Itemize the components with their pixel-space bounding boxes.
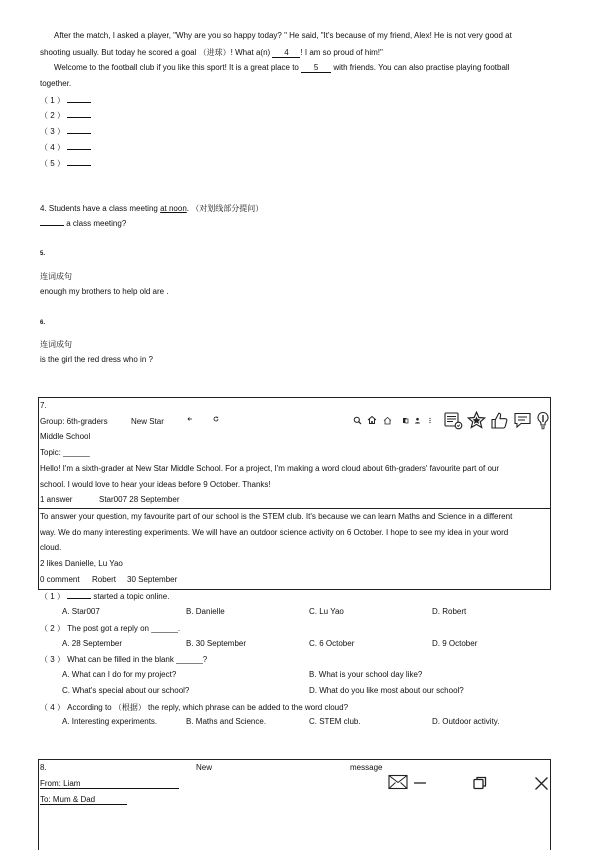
inbox-icon[interactable] [444, 412, 463, 430]
option-d: D. Outdoor activity. [432, 717, 500, 726]
thumbs-up-icon[interactable] [490, 411, 509, 430]
q6-number: 6. [40, 320, 46, 326]
q5-instruction: 连词成句 [40, 272, 72, 281]
passage-line-4: together. [40, 79, 72, 88]
to-field[interactable]: To: Mum & Dad [40, 795, 127, 805]
blank-4: 4 [272, 48, 300, 58]
refresh-icon[interactable] [212, 415, 220, 423]
answer-line: （ 4 ） [40, 142, 91, 153]
passage-text: ! I am so proud of him!" [300, 48, 383, 57]
option-c: C. 6 October [309, 639, 355, 648]
post-body: school. I would love to hear your ideas before 9 October. Thanks! [40, 480, 271, 489]
q4-text: 4. Students have a class meeting [40, 204, 161, 213]
q5-words: enough my brothers to help old are . [40, 287, 169, 296]
close-icon[interactable] [534, 776, 549, 791]
divider [38, 508, 550, 509]
option-d: D. Robert [432, 607, 467, 616]
question-4 [40, 203, 263, 214]
home-icon[interactable] [367, 415, 377, 425]
q7-sub-3: （ 3 ） What can be filled in the blank ______? [40, 655, 208, 664]
reply-body: To answer your question, my favourite part of our school is the STEM club. It's because we can learn Maths and Science in a different [40, 512, 513, 521]
group-label: Group: 6th-graders [40, 417, 108, 426]
q7-sub-1: （ 1 ） started a topic online. [40, 592, 170, 601]
message-title-cont: message [350, 763, 383, 772]
q8-number: 8. [40, 763, 47, 772]
back-arrow-icon[interactable] [186, 415, 194, 423]
option-b: B. Maths and Science. [186, 717, 267, 726]
q4-answer-line: a class meeting? [40, 219, 126, 228]
option-d: D. 9 October [432, 639, 478, 648]
option-d: D. What do you like most about our school? [309, 686, 464, 695]
reply-date: 30 September [127, 575, 178, 584]
answer-line: （ 3 ） [40, 126, 91, 137]
search-icon[interactable] [353, 416, 362, 425]
answer-line: （ 1 ） [40, 95, 91, 106]
q6-words: is the girl the red dress who in ? [40, 355, 153, 364]
q7-number: 7. [40, 401, 47, 410]
school-name: New Star [131, 417, 164, 426]
poster-info: Star007 28 September [99, 495, 180, 504]
blank-5: 5 [301, 63, 331, 73]
option-a: A. What can I do for my project? [62, 670, 177, 679]
school-name-cont: Middle School [40, 432, 91, 441]
answer-count: 1 answer [40, 495, 73, 504]
house-outline-icon[interactable] [383, 416, 392, 425]
option-a: A. 28 September [62, 639, 123, 648]
message-title: New [196, 763, 213, 772]
comment-count: 0 comment [40, 575, 80, 584]
restore-icon[interactable] [472, 775, 488, 791]
passage-line-1: After the match, I asked a player, "Why are you so happy today? " He said, "It's because of my friend, Alex! He is not very good at [54, 31, 512, 40]
passage-text: shooting usually. But today he scored a goal （进球）! What a(n) [40, 48, 271, 57]
passage-line-3 [54, 63, 509, 73]
person-icon[interactable] [414, 417, 421, 424]
option-b: B. Danielle [186, 607, 225, 616]
comment-icon[interactable] [513, 411, 532, 430]
likes-info: 2 likes Danielle, Lu Yao [40, 559, 123, 568]
option-a: A. Interesting experiments. [62, 717, 158, 726]
option-c: C. What's special about our school? [62, 686, 190, 695]
passage-text: Welcome to the football club if you like this sport! It is a great place to [54, 63, 299, 72]
option-a: A. Star007 [62, 607, 100, 616]
star-icon[interactable] [467, 411, 486, 430]
copy-icon[interactable] [402, 417, 409, 424]
option-b: B. 30 September [186, 639, 247, 648]
minimize-icon[interactable] [413, 780, 427, 786]
more-icon[interactable] [428, 417, 432, 424]
option-c: C. STEM club. [309, 717, 361, 726]
answer-line: （ 5 ） [40, 158, 91, 169]
q6-instruction: 连词成句 [40, 340, 72, 349]
post-body: Hello! I'm a sixth-grader at New Star Middle School. For a project, I'm making a word cloud about 6th-graders' favourite part of our [40, 464, 500, 473]
answer-line: （ 2 ） [40, 110, 91, 121]
q4-underlined: at noon [160, 204, 187, 213]
passage-line-2 [40, 47, 383, 58]
reply-body: cloud. [40, 543, 62, 552]
reply-body: way. We do many interesting experiments. We will have an outdoor science activity on 6 October. I hope to see my idea in your word [40, 528, 509, 537]
q4-instruction: . （对划线部分提问） [186, 204, 264, 213]
from-field[interactable]: From: Liam [40, 779, 179, 789]
mail-icon[interactable] [388, 774, 408, 790]
passage-text: with friends. You can also practise playing football [333, 63, 510, 72]
q7-sub-4: （ 4 ） According to （根据） the reply, which phrase can be added to the word cloud? [40, 703, 349, 712]
topic-label: Topic: ______ [40, 448, 90, 457]
replier-name: Robert [92, 575, 117, 584]
lightbulb-icon[interactable] [536, 411, 550, 430]
option-b: B. What is your school day like? [309, 670, 423, 679]
option-c: C. Lu Yao [309, 607, 344, 616]
q7-sub-2: （ 2 ） The post got a reply on ______. [40, 624, 181, 633]
q5-number: 5. [40, 251, 46, 257]
